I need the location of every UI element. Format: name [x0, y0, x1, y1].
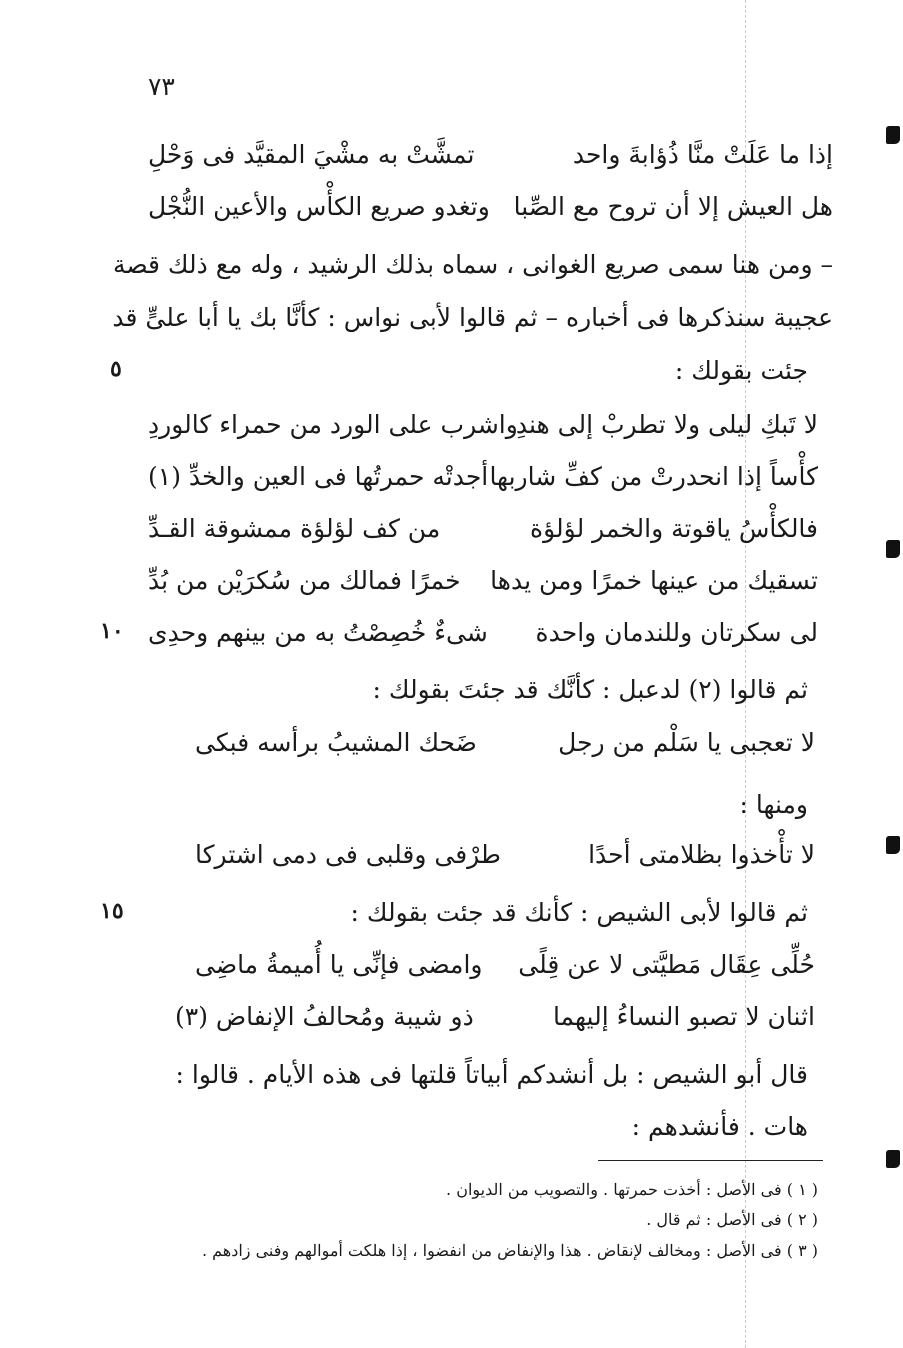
verse-hemistich-right: تسقيك من عينها خمرًا ومن يدها	[490, 566, 818, 595]
verse-hemistich-left: طرْفى وقلبى فى دمى اشتركا	[195, 840, 501, 869]
verse-line	[148, 140, 833, 176]
footnote-rule	[598, 1160, 823, 1161]
verse-line	[148, 514, 818, 550]
verse-hemistich-right: لا تعجبى يا سَلْم من رجل	[558, 728, 815, 757]
verse-hemistich-right: لا تأْخذوا بظلامتى أحدًا	[588, 840, 815, 869]
verse-hemistich-left: تمشَّتْ به مشْيَ المقيَّد فى وَحْلِ	[148, 140, 475, 169]
footnote: ( ١ ) فى الأصل : أخذت حمرتها . والتصويب من الديوان .	[446, 1180, 818, 1199]
prose-line: ومنها :	[739, 790, 808, 819]
verse-hemistich-left: ذو شيبة ومُحالفُ الإنفاض (٣)	[175, 1002, 474, 1031]
verse-hemistich-left: من كف لؤلؤة ممشوقة القـدِّ	[148, 514, 441, 543]
verse-hemistich-right: لى سكرتان وللندمان واحدة	[535, 618, 818, 647]
verse-line	[148, 566, 818, 602]
verse-hemistich-right: حُلِّى عِقَال مَطيَّتى لا عن قِلًى	[518, 950, 815, 979]
prose-line: ثم قالوا (٢) لدعبل : كأنَّك قد جئتَ بقولك :	[372, 675, 808, 704]
prose-line: قال أبو الشيص : بل أنشدكم أبياتاً قلتها فى هذه الأيام . قالوا :	[175, 1060, 808, 1089]
verse-line	[148, 192, 833, 228]
verse-line	[175, 1002, 815, 1038]
binding-mark	[886, 1150, 900, 1168]
line-number: ١٥	[100, 898, 124, 924]
verse-hemistich-left: شىءٌ خُصِصْتُ به من بينهم وحدِى	[148, 618, 488, 647]
line-number: ١٠	[100, 618, 124, 644]
verse-line	[148, 462, 818, 498]
verse-hemistich-left: ضَحك المشيبُ برأسه فبكى	[195, 728, 477, 757]
prose-line: ثم قالوا لأبى الشيص : كأنك قد جئت بقولك :	[350, 898, 808, 927]
page-number: ٧٣	[148, 72, 175, 101]
verse-hemistich-right: اثنان لا تصبو النساءُ إليهما	[552, 1002, 815, 1031]
verse-hemistich-left: خمرًا فمالك من سُكرَيْن من بُدِّ	[148, 566, 461, 595]
verse-hemistich-right: هل العيش إلا أن تروح مع الصِّبا	[513, 192, 833, 221]
verse-hemistich-right: فالكأْسُ ياقوتة والخمر لؤلؤة	[530, 514, 818, 543]
verse-hemistich-right: كأْساً إذا انحدرتْ من كفِّ شاربها	[489, 462, 818, 491]
binding-mark	[886, 836, 900, 854]
footnote: ( ٢ ) فى الأصل : ثم قال .	[646, 1210, 818, 1229]
prose-line: هات . فأنشدهم :	[631, 1112, 808, 1141]
line-number: ٥	[110, 356, 122, 382]
binding-mark	[886, 540, 900, 558]
verse-line	[195, 728, 815, 764]
verse-line	[195, 840, 815, 876]
prose-line: – ومن هنا سمى صريع الغوانى ، سماه بذلك الرشيد ، وله مع ذلك قصة	[112, 250, 833, 279]
verse-hemistich-left: واشرب على الورد من حمراء كالوردِ	[148, 410, 518, 439]
verse-hemistich-right: لا تَبكِ ليلى ولا تطربْ إلى هندِ	[515, 410, 818, 439]
prose-line: عجيبة سنذكرها فى أخباره – ثم قالوا لأبى نواس : كأنَّا بك يا أبا علىٍّ قد	[112, 303, 833, 332]
verse-hemistich-left: أجدتْه حمرتُها فى العين والخدِّ (١)	[148, 462, 489, 491]
binding-mark	[886, 126, 900, 144]
verse-hemistich-right: إذا ما عَلَتْ منَّا ذُؤابةَ واحد	[572, 140, 833, 169]
verse-line	[148, 618, 818, 654]
verse-line	[195, 950, 815, 986]
verse-hemistich-left: وامضى فإنِّى يا أُميمةُ ماضِى	[195, 950, 483, 979]
verse-line	[148, 410, 818, 446]
footnote: ( ٣ ) فى الأصل : ومخالف لإنقاض . هذا والإنفاض من انفضوا ، إذا هلكت أموالهم وفنى زادهم .	[201, 1241, 818, 1260]
verse-hemistich-left: وتغدو صريع الكأْس والأعين النُّجْل	[148, 192, 490, 221]
prose-line: جئت بقولك :	[674, 356, 808, 385]
